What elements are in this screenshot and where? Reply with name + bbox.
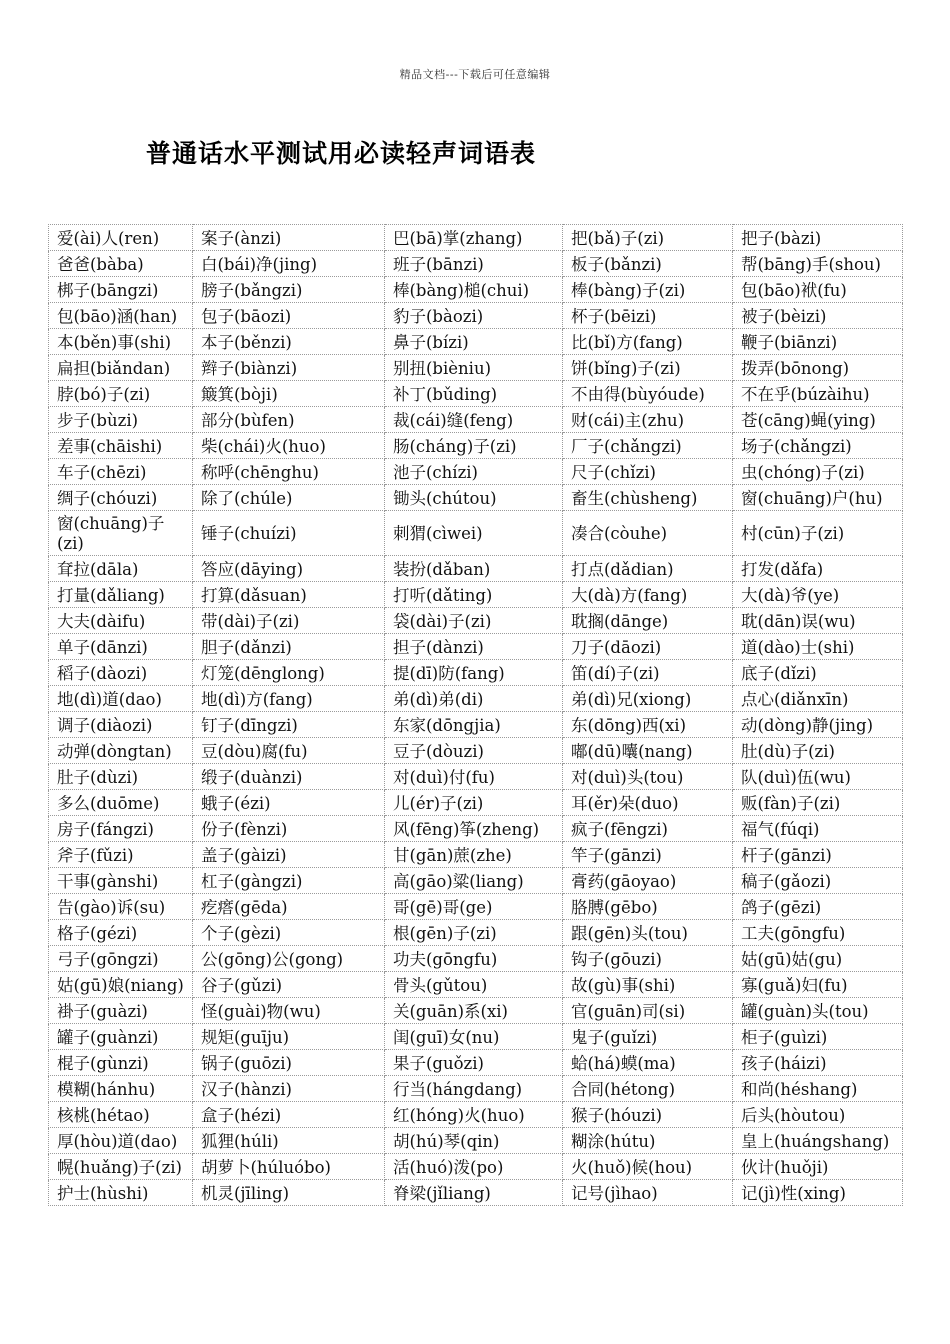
table-cell: 闺(guī)女(nu) [385, 1024, 563, 1050]
table-cell: 鸽子(gēzi) [733, 894, 903, 920]
table-cell: 罐子(guànzi) [49, 1024, 193, 1050]
table-row [49, 511, 903, 556]
table-cell: 猴子(hóuzi) [563, 1102, 733, 1128]
table-row [49, 1154, 903, 1180]
table-row [49, 972, 903, 998]
table-cell: 杠子(gàngzi) [193, 868, 385, 894]
table-cell: 豹子(bàozi) [385, 303, 563, 329]
table-cell: 耷拉(dāla) [49, 556, 193, 582]
table-cell: 膏药(gāoyao) [563, 868, 733, 894]
table-cell: 对(duì)头(tou) [563, 764, 733, 790]
table-cell: 财(cái)主(zhu) [563, 407, 733, 433]
table-cell: 扁担(biǎndan) [49, 355, 193, 381]
table-cell: 苍(cāng)蝇(ying) [733, 407, 903, 433]
table-cell: 姑(gū)姑(gu) [733, 946, 903, 972]
table-cell: 辫子(biànzi) [193, 355, 385, 381]
table-row [49, 329, 903, 355]
table-cell: 豆(dòu)腐(fu) [193, 738, 385, 764]
table-cell: 步子(bùzi) [49, 407, 193, 433]
table-row [49, 1102, 903, 1128]
table-row [49, 381, 903, 407]
table-cell: 行当(hángdang) [385, 1076, 563, 1102]
table-cell: 脖(bó)子(zi) [49, 381, 193, 407]
table-row [49, 407, 903, 433]
table-row [49, 634, 903, 660]
table-cell: 斧子(fǔzi) [49, 842, 193, 868]
table-row [49, 608, 903, 634]
table-cell: 爱(ài)人(ren) [49, 225, 193, 251]
table-row [49, 1076, 903, 1102]
table-cell: 蛾子(ézi) [193, 790, 385, 816]
table-cell: 灯笼(dēnglong) [193, 660, 385, 686]
table-cell: 窗(chuāng)子(zi) [49, 511, 193, 556]
table-row [49, 1024, 903, 1050]
table-cell: 不由得(bùyóude) [563, 381, 733, 407]
table-cell: 房子(fángzi) [49, 816, 193, 842]
table-cell: 棒(bàng)槌(chui) [385, 277, 563, 303]
table-cell: 竿子(gānzi) [563, 842, 733, 868]
table-cell: 钩子(gōuzi) [563, 946, 733, 972]
table-cell: 告(gào)诉(su) [49, 894, 193, 920]
table-row [49, 712, 903, 738]
table-cell: 豆子(dòuzi) [385, 738, 563, 764]
table-cell: 梆子(bāngzi) [49, 277, 193, 303]
table-row [49, 790, 903, 816]
table-row [49, 946, 903, 972]
table-cell: 裁(cái)缝(feng) [385, 407, 563, 433]
table-cell: 公(gōng)公(gong) [193, 946, 385, 972]
page-title: 普通话水平测试用必读轻声词语表 [146, 139, 537, 168]
header-note: 精品文档---下载后可任意编辑 [399, 68, 551, 81]
table-cell: 胡萝卜(húluóbo) [193, 1154, 385, 1180]
table-cell: 打算(dǎsuan) [193, 582, 385, 608]
table-cell: 杯子(bēizi) [563, 303, 733, 329]
table-cell: 红(hóng)火(huo) [385, 1102, 563, 1128]
table-cell: 包子(bāozi) [193, 303, 385, 329]
table-cell: 笛(dí)子(zi) [563, 660, 733, 686]
table-row [49, 303, 903, 329]
table-cell: 和尚(héshang) [733, 1076, 903, 1102]
table-cell: 比(bǐ)方(fang) [563, 329, 733, 355]
table-cell: 果子(guǒzi) [385, 1050, 563, 1076]
table-cell: 队(duì)伍(wu) [733, 764, 903, 790]
table-cell: 怪(guài)物(wu) [193, 998, 385, 1024]
table-cell: 鼻子(bízi) [385, 329, 563, 355]
table-cell: 动(dòng)静(jing) [733, 712, 903, 738]
table-cell: 畜生(chùsheng) [563, 485, 733, 511]
table-cell: 带(dài)子(zi) [193, 608, 385, 634]
table-cell: 部分(bùfen) [193, 407, 385, 433]
table-cell: 护士(hùshi) [49, 1180, 193, 1206]
table-cell: 模糊(hánhu) [49, 1076, 193, 1102]
table-cell: 板子(bǎnzi) [563, 251, 733, 277]
table-cell: 场子(chǎngzi) [733, 433, 903, 459]
table-cell: 弟(dì)弟(di) [385, 686, 563, 712]
table-cell: 调子(diàozi) [49, 712, 193, 738]
table-cell: 本(běn)事(shi) [49, 329, 193, 355]
table-row [49, 459, 903, 485]
table-cell: 稻子(dàozi) [49, 660, 193, 686]
table-row [49, 485, 903, 511]
table-row [49, 1180, 903, 1206]
table-cell: 跟(gēn)头(tou) [563, 920, 733, 946]
table-cell: 杆子(gānzi) [733, 842, 903, 868]
table-cell: 装扮(dǎban) [385, 556, 563, 582]
table-cell: 伙计(huǒji) [733, 1154, 903, 1180]
table-row [49, 816, 903, 842]
table-row [49, 764, 903, 790]
table-cell: 福气(fúqi) [733, 816, 903, 842]
table-cell: 蛤(há)蟆(ma) [563, 1050, 733, 1076]
table-cell: 耽(dān)误(wu) [733, 608, 903, 634]
table-cell: 本子(běnzi) [193, 329, 385, 355]
table-row [49, 251, 903, 277]
table-cell: 锤子(chuízi) [193, 511, 385, 556]
table-cell: 胳膊(gēbo) [563, 894, 733, 920]
table-cell: 幌(huǎng)子(zi) [49, 1154, 193, 1180]
table-cell: 弟(dì)兄(xiong) [563, 686, 733, 712]
table-cell: 刺猬(cìwei) [385, 511, 563, 556]
table-cell: 白(bái)净(jing) [193, 251, 385, 277]
table-cell: 对(duì)付(fu) [385, 764, 563, 790]
table-cell: 机灵(jīling) [193, 1180, 385, 1206]
table-cell: 工夫(gōngfu) [733, 920, 903, 946]
table-cell: 肚子(dùzi) [49, 764, 193, 790]
table-cell: 厚(hòu)道(dao) [49, 1128, 193, 1154]
table-cell: 疙瘩(gēda) [193, 894, 385, 920]
table-cell: 大(dà)爷(ye) [733, 582, 903, 608]
table-cell: 点心(diǎnxīn) [733, 686, 903, 712]
table-cell: 肚(dù)子(zi) [733, 738, 903, 764]
table-cell: 骨头(gǔtou) [385, 972, 563, 998]
table-cell: 巴(bā)掌(zhang) [385, 225, 563, 251]
table-cell: 打量(dǎliang) [49, 582, 193, 608]
table-cell: 胡(hú)琴(qin) [385, 1128, 563, 1154]
table-cell: 锅子(guōzi) [193, 1050, 385, 1076]
table-cell: 答应(dāying) [193, 556, 385, 582]
table-cell: 风(fēng)筝(zheng) [385, 816, 563, 842]
table-cell: 干事(gànshi) [49, 868, 193, 894]
table-cell: 池子(chízi) [385, 459, 563, 485]
table-row [49, 433, 903, 459]
table-cell: 规矩(guīju) [193, 1024, 385, 1050]
table-cell: 贩(fàn)子(zi) [733, 790, 903, 816]
table-cell: 底子(dǐzi) [733, 660, 903, 686]
table-cell: 案子(ànzi) [193, 225, 385, 251]
table-row [49, 556, 903, 582]
table-cell: 包(bāo)袱(fu) [733, 277, 903, 303]
table-cell: 胆子(dǎnzi) [193, 634, 385, 660]
table-cell: 锄头(chútou) [385, 485, 563, 511]
table-cell: 动弹(dòngtan) [49, 738, 193, 764]
table-cell: 鬼子(guǐzi) [563, 1024, 733, 1050]
table-cell: 鞭子(biānzi) [733, 329, 903, 355]
table-cell: 打发(dǎfa) [733, 556, 903, 582]
table-cell: 爸爸(bàba) [49, 251, 193, 277]
table-cell: 帮(bāng)手(shou) [733, 251, 903, 277]
table-cell: 关(guān)系(xi) [385, 998, 563, 1024]
table-cell: 记号(jìhao) [563, 1180, 733, 1206]
table-cell: 柴(chái)火(huo) [193, 433, 385, 459]
table-cell: 绸子(chóuzi) [49, 485, 193, 511]
table-cell: 包(bāo)涵(han) [49, 303, 193, 329]
table-cell: 班子(bānzi) [385, 251, 563, 277]
table-cell: 称呼(chēnghu) [193, 459, 385, 485]
table-cell: 姑(gū)娘(niang) [49, 972, 193, 998]
table-cell: 汉子(hànzi) [193, 1076, 385, 1102]
table-cell: 多么(duōme) [49, 790, 193, 816]
table-cell: 谷子(gǔzi) [193, 972, 385, 998]
table-cell: 地(dì)方(fang) [193, 686, 385, 712]
table-cell: 刀子(dāozi) [563, 634, 733, 660]
table-cell: 大夫(dàifu) [49, 608, 193, 634]
table-cell: 担子(dànzi) [385, 634, 563, 660]
table-cell: 东家(dōngjia) [385, 712, 563, 738]
table-row [49, 225, 903, 251]
table-cell: 村(cūn)子(zi) [733, 511, 903, 556]
table-row [49, 686, 903, 712]
table-cell: 格子(gézi) [49, 920, 193, 946]
table-cell: 窗(chuāng)户(hu) [733, 485, 903, 511]
table-row [49, 1050, 903, 1076]
table-cell: 合同(hétong) [563, 1076, 733, 1102]
table-row [49, 920, 903, 946]
table-cell: 柜子(guìzi) [733, 1024, 903, 1050]
table-row [49, 998, 903, 1024]
table-cell: 膀子(bǎngzi) [193, 277, 385, 303]
table-cell: 除了(chúle) [193, 485, 385, 511]
table-cell: 孩子(háizi) [733, 1050, 903, 1076]
table-row [49, 842, 903, 868]
word-table [48, 224, 903, 1206]
table-cell: 虫(chóng)子(zi) [733, 459, 903, 485]
table-cell: 被子(bèizi) [733, 303, 903, 329]
table-cell: 地(dì)道(dao) [49, 686, 193, 712]
table-cell: 高(gāo)粱(liang) [385, 868, 563, 894]
table-cell: 后头(hòutou) [733, 1102, 903, 1128]
table-cell: 褂子(guàzi) [49, 998, 193, 1024]
table-cell: 拨弄(bōnong) [733, 355, 903, 381]
word-table-body [49, 225, 903, 1206]
table-cell: 把子(bàzi) [733, 225, 903, 251]
table-cell: 饼(bǐng)子(zi) [563, 355, 733, 381]
table-cell: 官(guān)司(si) [563, 998, 733, 1024]
table-cell: 把(bǎ)子(zi) [563, 225, 733, 251]
table-cell: 根(gēn)子(zi) [385, 920, 563, 946]
table-cell: 哥(gē)哥(ge) [385, 894, 563, 920]
table-cell: 皇上(huángshang) [733, 1128, 903, 1154]
table-cell: 耽搁(dānge) [563, 608, 733, 634]
table-row [49, 1128, 903, 1154]
table-cell: 大(dà)方(fang) [563, 582, 733, 608]
table-cell: 故(gù)事(shi) [563, 972, 733, 998]
table-cell: 核桃(hétao) [49, 1102, 193, 1128]
table-cell: 打听(dǎting) [385, 582, 563, 608]
table-cell: 弓子(gōngzi) [49, 946, 193, 972]
table-row [49, 355, 903, 381]
table-cell: 棍子(gùnzi) [49, 1050, 193, 1076]
table-cell: 寡(guǎ)妇(fu) [733, 972, 903, 998]
table-cell: 个子(gèzi) [193, 920, 385, 946]
table-cell: 东(dōng)西(xi) [563, 712, 733, 738]
table-row [49, 738, 903, 764]
table-row [49, 277, 903, 303]
table-cell: 活(huó)泼(po) [385, 1154, 563, 1180]
table-cell: 甘(gān)蔗(zhe) [385, 842, 563, 868]
table-cell: 疯子(fēngzi) [563, 816, 733, 842]
table-cell: 记(jì)性(xing) [733, 1180, 903, 1206]
table-cell: 糊涂(hútu) [563, 1128, 733, 1154]
table-row [49, 582, 903, 608]
table-cell: 凑合(còuhe) [563, 511, 733, 556]
table-cell: 单子(dānzi) [49, 634, 193, 660]
table-cell: 耳(ěr)朵(duo) [563, 790, 733, 816]
table-cell: 肠(cháng)子(zi) [385, 433, 563, 459]
table-cell: 车子(chēzi) [49, 459, 193, 485]
table-cell: 道(dào)士(shi) [733, 634, 903, 660]
table-cell: 厂子(chǎngzi) [563, 433, 733, 459]
table-cell: 簸箕(bòji) [193, 381, 385, 407]
table-cell: 功夫(gōngfu) [385, 946, 563, 972]
table-cell: 尺子(chǐzi) [563, 459, 733, 485]
table-cell: 袋(dài)子(zi) [385, 608, 563, 634]
table-cell: 份子(fènzi) [193, 816, 385, 842]
table-cell: 别扭(bièniu) [385, 355, 563, 381]
table-cell: 差事(chāishi) [49, 433, 193, 459]
table-cell: 棒(bàng)子(zi) [563, 277, 733, 303]
table-cell: 打点(dǎdian) [563, 556, 733, 582]
table-row [49, 868, 903, 894]
table-cell: 稿子(gǎozi) [733, 868, 903, 894]
table-cell: 儿(ér)子(zi) [385, 790, 563, 816]
table-cell: 不在乎(búzàihu) [733, 381, 903, 407]
table-row [49, 660, 903, 686]
table-cell: 罐(guàn)头(tou) [733, 998, 903, 1024]
table-cell: 钉子(dīngzi) [193, 712, 385, 738]
table-cell: 补丁(bǔding) [385, 381, 563, 407]
table-cell: 提(dī)防(fang) [385, 660, 563, 686]
table-cell: 脊梁(jǐliang) [385, 1180, 563, 1206]
table-cell: 狐狸(húli) [193, 1128, 385, 1154]
table-cell: 盒子(hézi) [193, 1102, 385, 1128]
table-cell: 缎子(duànzi) [193, 764, 385, 790]
table-cell: 盖子(gàizi) [193, 842, 385, 868]
table-cell: 火(huǒ)候(hou) [563, 1154, 733, 1180]
table-row [49, 894, 903, 920]
table-cell: 嘟(dū)囔(nang) [563, 738, 733, 764]
